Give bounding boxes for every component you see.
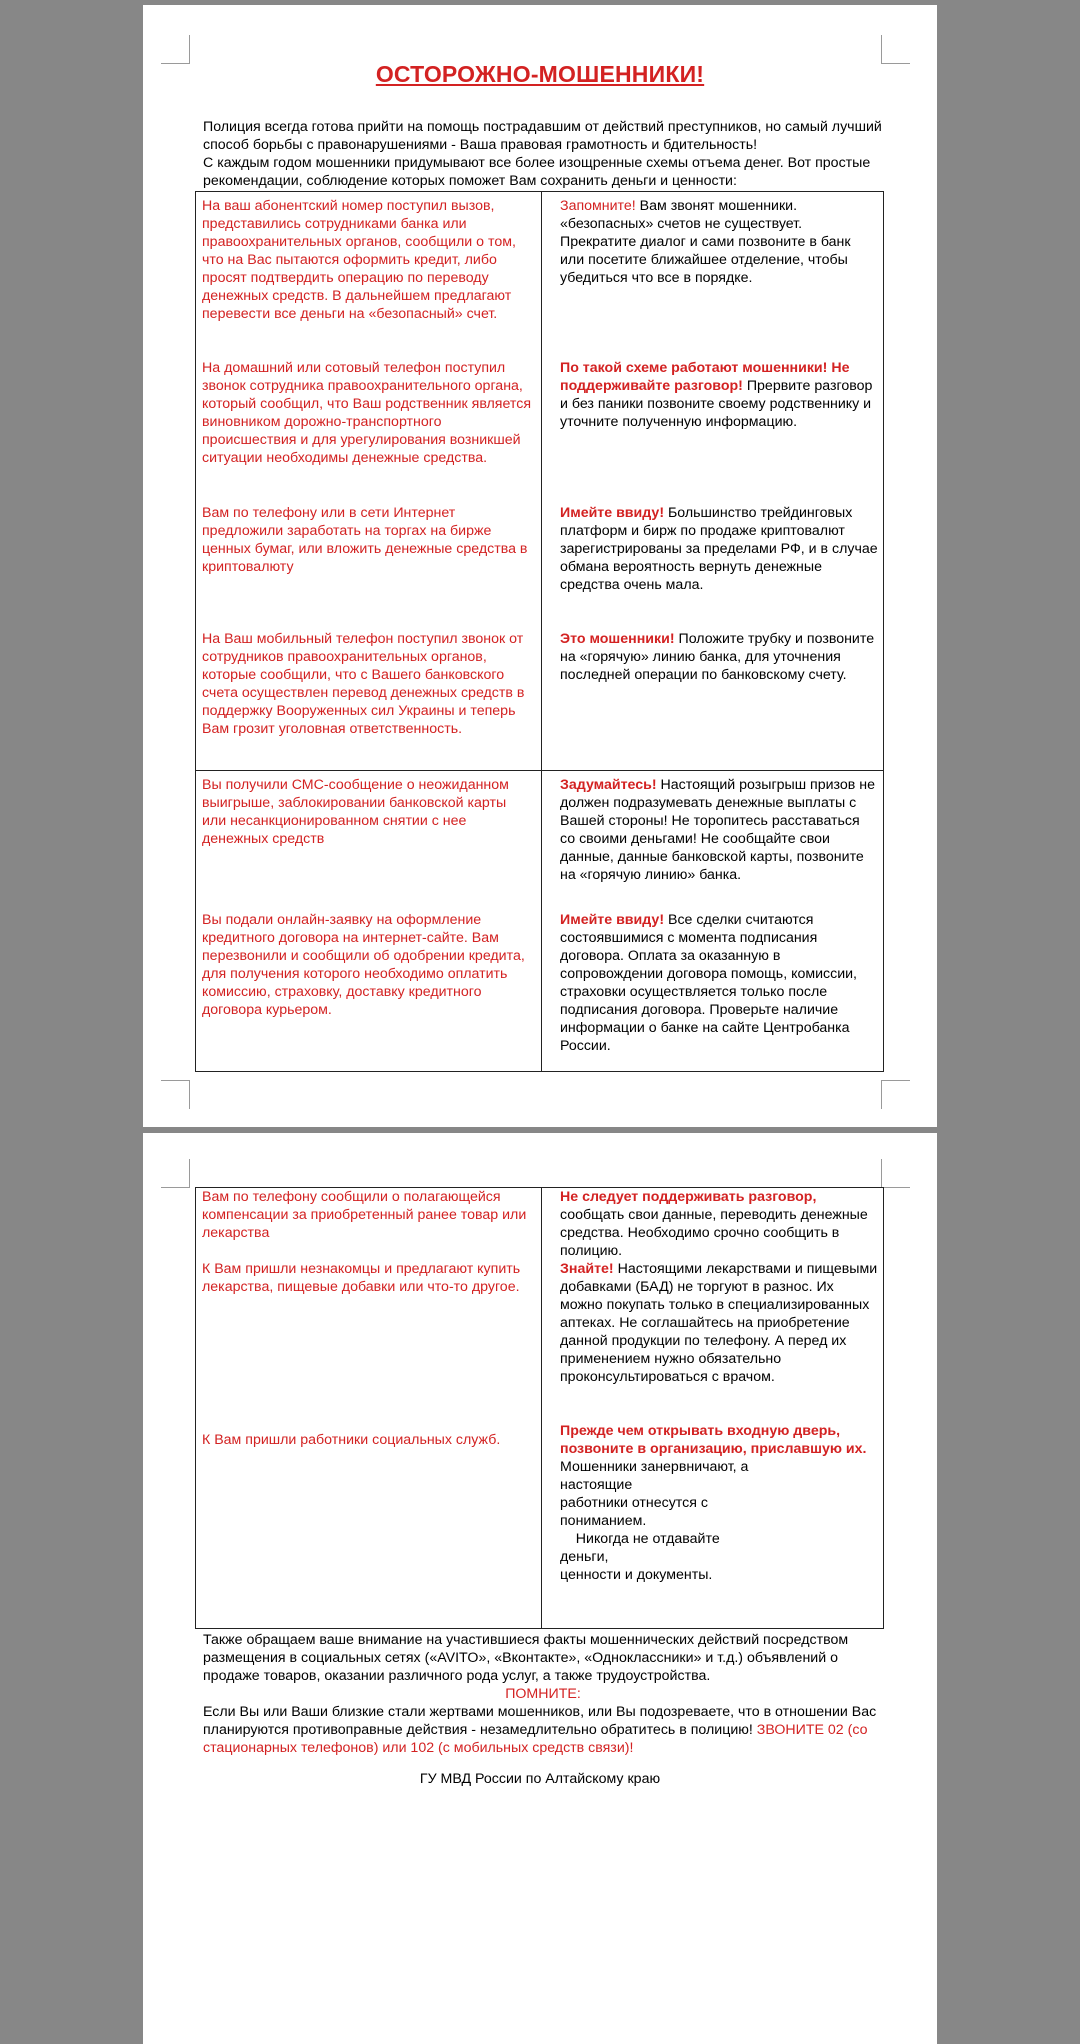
- advice-text: Прервите разговор и без паники позвоните своему родственнику и уточните полученную информацию.: [560, 378, 873, 430]
- intro-paragraph: Полиция всегда готова прийти на помощь пострадавшим от действий преступников, но самый лучший способ борьбы с правонарушениями - Ваша правовая грамотность и бдительность!: [203, 119, 882, 153]
- advice-line: Никогда не отдавайте: [560, 1531, 720, 1547]
- advice-text: Большинство трейдинговых платформ и бирж по продаже криптовалют зарегистрированы за пределами РФ, и в случае обмана вероятность вернуть денежные средства очень мала.: [560, 505, 878, 593]
- advice-cell: [560, 630, 878, 684]
- emergency-numbers: ЗВОНИТЕ 02 (со стационарных телефонов) или 102 (с мобильных средств связи)!: [203, 1722, 868, 1756]
- advice-line: пониманием.: [560, 1513, 647, 1529]
- advice-lead: По такой схеме работают мошенники! Не поддерживайте разговор!: [560, 360, 850, 394]
- signature: ГУ МВД России по Алтайскому краю: [419, 1771, 661, 1787]
- advice-table: [195, 191, 884, 1072]
- situation-cell: На домашний или сотовый телефон поступил звонок сотрудника правоохранительного органа, который сообщил, что Ваш родственник является виновником дорожно-транспортного происшествия и для урегулирования возникшей ситуации необходимы денежные средства.: [202, 360, 532, 466]
- advice-lead: Запомните!: [560, 198, 636, 214]
- advice-cell: [560, 1188, 878, 1386]
- advice-table: [195, 1187, 884, 1629]
- advice-text: Все сделки считаются состоявшимися с момента подписания договора. Оплата за оказанную в сопровождении договора помощь, комиссии, страховки осуществляется только после подписания договора. Проверьте наличие информации о банке на сайте Центробанка России.: [560, 912, 857, 1054]
- advice-lead: Знайте!: [560, 1261, 614, 1277]
- situation-cell: Вы подали онлайн-заявку на оформление кредитного договора на интернет-сайте. Вам перезвонили и сообщили об одобрении кредита, для получения которого необходимо оплатить комиссию, страховку, доставку кредитного договора курьером.: [202, 912, 525, 1018]
- footer-paragraph: Также обращаем ваше внимание на участившиеся факты мошеннических действий посредством размещения в социальных сетях («AVITO», «Вконтакте», «Одноклассники» и т.д.) объявлений о продаже товаров, оказании различного рода услуг, а также трудоустройства.: [203, 1632, 849, 1684]
- margin-mark: [881, 1080, 910, 1109]
- advice-lead: Имейте ввиду!: [560, 505, 665, 521]
- advice-text: Настоящий розыгрыш призов не должен подразумевать денежные выплаты с Вашей стороны! Не торопитесь расставаться со своими деньгами! Не сообщайте свои данные, данные банковской карты, позвоните на «горячую линию» банка.: [560, 777, 875, 883]
- footer-paragraph: [203, 1703, 883, 1757]
- remember-heading: ПОМНИТЕ:: [505, 1686, 581, 1702]
- table-divider: [196, 770, 883, 771]
- intro-text: [203, 118, 883, 190]
- advice-line: настоящие: [560, 1477, 633, 1493]
- situation-cell: К Вам пришли работники социальных служб.: [202, 1432, 501, 1448]
- table-divider: [541, 1188, 542, 1628]
- advice-lead: Не следует поддерживать разговор,: [560, 1189, 817, 1205]
- advice-lead: Имейте ввиду!: [560, 912, 665, 928]
- advice-cell: [560, 911, 878, 1055]
- margin-mark: [161, 35, 190, 64]
- table-divider: [541, 192, 542, 1071]
- advice-lead: Это мошенники!: [560, 631, 675, 647]
- advice-text: Настоящими лекарствами и пищевыми добавками (БАД) не торгуют в разнос. Их можно покупать только в специализированных аптеках. Не соглашайтесь на приобретение данной продукции по телефону. А перед их применением нужно обязательно проконсультироваться с врачом.: [560, 1261, 878, 1385]
- advice-line: работники отнесутся с: [560, 1495, 708, 1511]
- margin-mark: [881, 35, 910, 64]
- advice-cell: [560, 776, 878, 884]
- margin-mark: [881, 1159, 910, 1188]
- page-title: ОСТОРОЖНО-МОШЕННИКИ!: [375, 61, 705, 87]
- advice-text: Вам звонят мошенники. «безопасных» счетов не существует. Прекратите диалог и сами позвоните в банк или посетите ближайшее отделение, чтобы убедиться что все в порядке.: [560, 198, 851, 286]
- situation-cell: Вы получили СМС-сообщение о неожиданном выигрыше, заблокировании банковской карты или несанкционированном снятии с нее денежных средств: [202, 777, 509, 847]
- margin-mark: [161, 1080, 190, 1109]
- advice-line: ценности и документы.: [560, 1567, 713, 1583]
- advice-line: деньги,: [560, 1549, 609, 1565]
- advice-cell: [560, 504, 878, 594]
- advice-lead: Задумайтесь!: [560, 777, 657, 793]
- margin-mark: [161, 1159, 190, 1188]
- advice-line: Мошенники занервничают, а: [560, 1459, 749, 1475]
- document-page-1: [143, 5, 937, 1127]
- advice-cell: [560, 359, 878, 431]
- situation-cell: Вам по телефону сообщили о полагающейся компенсации за приобретенный ранее товар или лекарства: [202, 1189, 527, 1241]
- situation-cell: К Вам пришли незнакомцы и предлагают купить лекарства, пищевые добавки или что-то другое.: [202, 1261, 521, 1295]
- situation-cell: Вам по телефону или в сети Интернет предложили заработать на торгах на бирже ценных бумаг, или вложить денежные средства в криптовалюту: [202, 505, 528, 575]
- intro-paragraph: С каждым годом мошенники придумывают все более изощренные схемы отъема денег. Вот простые рекомендации, соблюдение которых поможет Вам сохранить деньги и ценности:: [203, 155, 871, 189]
- advice-text: сообщать свои данные, переводить денежные средства. Необходимо срочно сообщить в полицию.: [560, 1207, 868, 1259]
- situation-cell: На ваш абонентский номер поступил вызов, представились сотрудниками банка или правоохранительных органов, сообщили о том, что на Вас пытаются оформить кредит, либо просят подтвердить операцию по переводу денежных средств. В дальнейшем предлагают перевести все деньги на «безопасный» счет.: [202, 198, 516, 322]
- situation-cell: На Ваш мобильный телефон поступил звонок от сотрудников правоохранительных органов, которые сообщили, что с Вашего банковского счета осуществлен перевод денежных средств в поддержку Вооруженных сил Украины и теперь Вам грозит уголовная ответственность.: [202, 631, 525, 737]
- advice-cell: [560, 1422, 878, 1584]
- advice-text: Положите трубку и позвоните на «горячую» линию банка, для уточнения последней операции по банковскому счету.: [560, 631, 875, 683]
- advice-cell: [560, 197, 878, 287]
- footer-text: [203, 1631, 883, 1757]
- footer-text-plain: Если Вы или Ваши близкие стали жертвами мошенников, или Вы подозреваете, что в отношении Вас планируются противоправные действия - незамедлительно обратитесь в полицию!: [203, 1704, 877, 1738]
- advice-lead: Прежде чем открывать входную дверь, позвоните в организацию, приславшую их.: [560, 1423, 867, 1457]
- document-page-2: [143, 1133, 937, 2044]
